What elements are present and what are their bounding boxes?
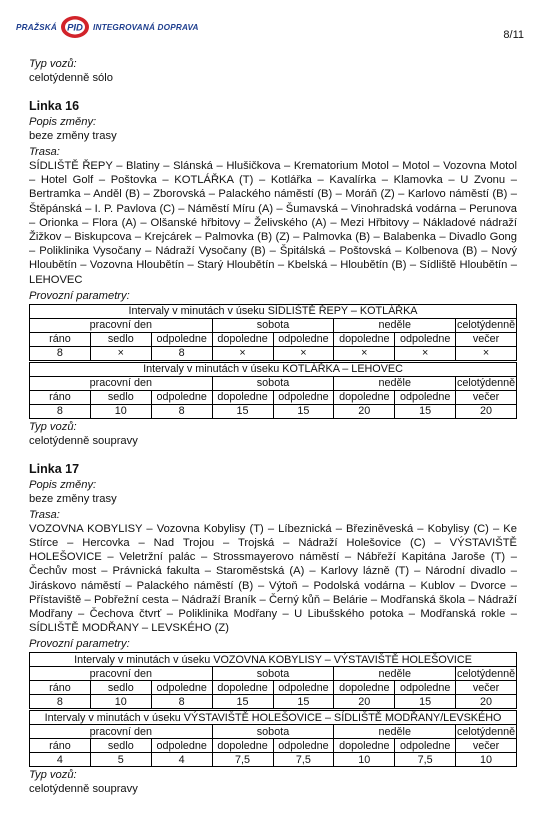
interval-table-title: Intervaly v minutách v úseku SÍDLIŠTĚ ŘEPY – KOTLÁŘKA: [30, 304, 517, 318]
period-header: dopoledne: [212, 332, 273, 346]
period-header: odpoledne: [273, 681, 334, 695]
interval-table: [29, 304, 517, 361]
period-header: ráno: [30, 390, 91, 404]
vehicle-type-value: celotýdenně soupravy: [29, 783, 138, 796]
day-group-header: pracovní den: [30, 725, 213, 739]
page-number: 8/11: [503, 29, 524, 41]
logo-mark-text: PID: [67, 22, 83, 34]
route-text: SÍDLIŠTĚ ŘEPY – Blatiny – Slánská – Hlušičkova – Krematorium Motol – Motol – Vozovna Motol – Hotel Golf – Poštovka – KOTLÁŘKA (T) – Kotlářka – Kavalírka – Klamovka – U Zvonu – Bertramka – Anděl (B) – Zborovská – Palackého náměstí (B) – Moráň (Z) – Karlovo náměstí (B) – Štěpánská – I. P. Pavlova (C) – Náměstí Míru (A) – Šumavská – Vinohradská vodárna – Perunova – Orionka – Flora (A) – Olšanské hřbitovy – Želivského (A) – Mezi Hřbitovy – Nákladové nádraží Žižkov – Biskupcova – Krejcárek – Palmovka (B) (Z) – Palmovka (B) – Balabenka – Divadlo Gong – Poliklinika Vysočany – Nádraží Vysočany (B) – Špitálská – Poštovská – Kolbenova (B) – Nový Hloubětín – Vozovna Hloubětín – Starý Hloubětín – Kbelská – Hloubětín (B) – Sídliště Hloubětín – LEHOVEC: [29, 160, 517, 286]
line-title: Linka 17: [29, 461, 80, 476]
day-group-header: pracovní den: [30, 318, 213, 332]
route-text: VOZOVNA KOBYLISY – Vozovna Kobylisy (T) – Líbeznická – Březiněveská – Kobylisy (C) – Ke Stírce – Hercovka – Nad Trojou – Trojská – Nádraží Holešovice (C) – VÝSTAVIŠTĚ HOLEŠOVICE – Veletržní palác – Strossmayerovo náměstí – Nábřeží Kapitána Jaroše (T) – Čechův most – Právnická fakulta – Staroměstská (A) – Karlovy lázně (T) – Národní divadlo – Jiráskovo náměstí – Palackého náměstí (B) – Výtoň – Podolská vodárna – Kublov – Dvorce – Přístaviště – Pobřežní cesta – Nádraží Braník – Černý kůň – Belárie – Modřanská škola – Nádraží Modřany – Čechova čtvrť – Poliklinika Modřany – U Libušského potoka – Modřanská rokle – SÍDLIŠTĚ MODŘANY – LEVSKÉHO (Z): [29, 522, 517, 635]
lines-container: [29, 99, 517, 796]
day-group-header: celotýdenně: [456, 319, 516, 332]
interval-table-title: Intervaly v minutách v úseku KOTLÁŘKA – LEHOVEC: [30, 362, 517, 376]
period-header: odpoledne: [151, 681, 212, 695]
interval-value: 8: [151, 404, 212, 418]
interval-value: 15: [395, 404, 456, 418]
period-header: sedlo: [90, 681, 151, 695]
day-group-header: neděle: [334, 667, 456, 681]
interval-value: 20: [456, 404, 517, 418]
period-header: dopoledne: [334, 681, 395, 695]
changes-label: Popis změny:: [29, 116, 97, 128]
period-header: večer: [456, 739, 517, 753]
line-section: [29, 462, 517, 797]
interval-value: 4: [30, 753, 91, 767]
day-group-header: sobota: [212, 318, 334, 332]
interval-table: [29, 362, 517, 419]
period-header: odpoledne: [273, 739, 334, 753]
pid-badge-icon: [60, 15, 90, 39]
period-header: odpoledne: [273, 332, 334, 346]
day-group-header: pracovní den: [30, 376, 213, 390]
line-title: Linka 16: [29, 99, 80, 113]
period-header: odpoledne: [151, 332, 212, 346]
day-group-header: neděle: [334, 725, 456, 739]
interval-value: 7,5: [395, 753, 456, 767]
period-header: odpoledne: [273, 390, 334, 404]
period-header: odpoledne: [395, 332, 456, 346]
interval-value: 10: [334, 753, 395, 767]
page-header: [12, 12, 526, 42]
period-header: sedlo: [90, 332, 151, 346]
interval-table: [29, 710, 517, 767]
route-label: Trasa:: [29, 508, 60, 521]
period-header: ráno: [30, 681, 91, 695]
period-header: sedlo: [90, 739, 151, 753]
interval-table-title: Intervaly v minutách v úseku VOZOVNA KOBYLISY – VÝSTAVIŠTĚ HOLEŠOVICE: [30, 653, 517, 667]
period-header: dopoledne: [334, 332, 395, 346]
day-group-header: sobota: [212, 667, 334, 681]
document-body: [29, 56, 517, 798]
period-header: dopoledne: [334, 390, 395, 404]
period-header: večer: [456, 390, 517, 404]
changes-value: beze změny trasy: [29, 130, 117, 142]
interval-value: 8: [151, 695, 212, 709]
period-header: odpoledne: [151, 390, 212, 404]
params-label: Provozní parametry:: [29, 638, 130, 651]
interval-value: 4: [151, 753, 212, 767]
changes-label: Popis změny:: [29, 478, 97, 491]
period-header: večer: [456, 681, 517, 695]
interval-value: 15: [273, 695, 334, 709]
period-header: ráno: [30, 332, 91, 346]
interval-value: ×: [456, 346, 517, 360]
interval-table: [29, 652, 517, 709]
vehicle-type-label: Typ vozů:: [29, 769, 77, 782]
interval-value: ×: [395, 346, 456, 360]
day-group-header: celotýdenně: [456, 377, 516, 390]
interval-value: 8: [30, 346, 91, 360]
line-section: [29, 99, 517, 448]
interval-value: 8: [30, 404, 91, 418]
interval-value: 5: [90, 753, 151, 767]
interval-value: ×: [212, 346, 273, 360]
interval-value: 7,5: [273, 753, 334, 767]
day-group-header: sobota: [212, 376, 334, 390]
vehicle-type-value: celotýdenně sólo: [29, 72, 113, 84]
day-group-header: sobota: [212, 725, 334, 739]
logo-left-text: PRAŽSKÁ: [16, 22, 57, 32]
day-group-header: pracovní den: [30, 667, 213, 681]
interval-value: ×: [273, 346, 334, 360]
period-header: odpoledne: [395, 739, 456, 753]
vehicle-type-label: Typ vozů:: [29, 58, 77, 70]
interval-value: 8: [30, 695, 91, 709]
vehicle-type-value: celotýdenně soupravy: [29, 434, 138, 447]
period-header: dopoledne: [212, 681, 273, 695]
interval-value: 15: [212, 695, 273, 709]
interval-value: 10: [456, 753, 517, 767]
interval-value: 15: [395, 695, 456, 709]
params-label: Provozní parametry:: [29, 289, 130, 302]
vehicle-type-label: Typ vozů:: [29, 420, 77, 433]
period-header: odpoledne: [395, 681, 456, 695]
interval-value: 20: [456, 695, 517, 709]
day-group-header: celotýdenně: [456, 667, 516, 680]
interval-value: 8: [151, 346, 212, 360]
interval-value: 15: [212, 404, 273, 418]
interval-value: 7,5: [212, 753, 273, 767]
interval-table-title: Intervaly v minutách v úseku VÝSTAVIŠTĚ HOLEŠOVICE – SÍDLIŠTĚ MODŘANY/LEVSKÉHO: [30, 711, 517, 725]
day-group-header: neděle: [334, 318, 456, 332]
logo-right-text: INTEGROVANÁ DOPRAVA: [92, 22, 199, 32]
period-header: večer: [456, 332, 517, 346]
period-header: ráno: [30, 739, 91, 753]
interval-value: 10: [90, 404, 151, 418]
period-header: odpoledne: [395, 390, 456, 404]
interval-value: 15: [273, 404, 334, 418]
interval-value: ×: [334, 346, 395, 360]
changes-value: beze změny trasy: [29, 492, 117, 505]
period-header: dopoledne: [334, 739, 395, 753]
interval-value: 20: [334, 404, 395, 418]
interval-value: 20: [334, 695, 395, 709]
pid-logo: [16, 14, 199, 40]
day-group-header: neděle: [334, 376, 456, 390]
day-group-header: celotýdenně: [456, 725, 516, 738]
interval-value: ×: [90, 346, 151, 360]
period-header: dopoledne: [212, 739, 273, 753]
period-header: sedlo: [90, 390, 151, 404]
period-header: odpoledne: [151, 739, 212, 753]
route-label: Trasa:: [29, 146, 60, 158]
period-header: dopoledne: [212, 390, 273, 404]
interval-value: 10: [90, 695, 151, 709]
